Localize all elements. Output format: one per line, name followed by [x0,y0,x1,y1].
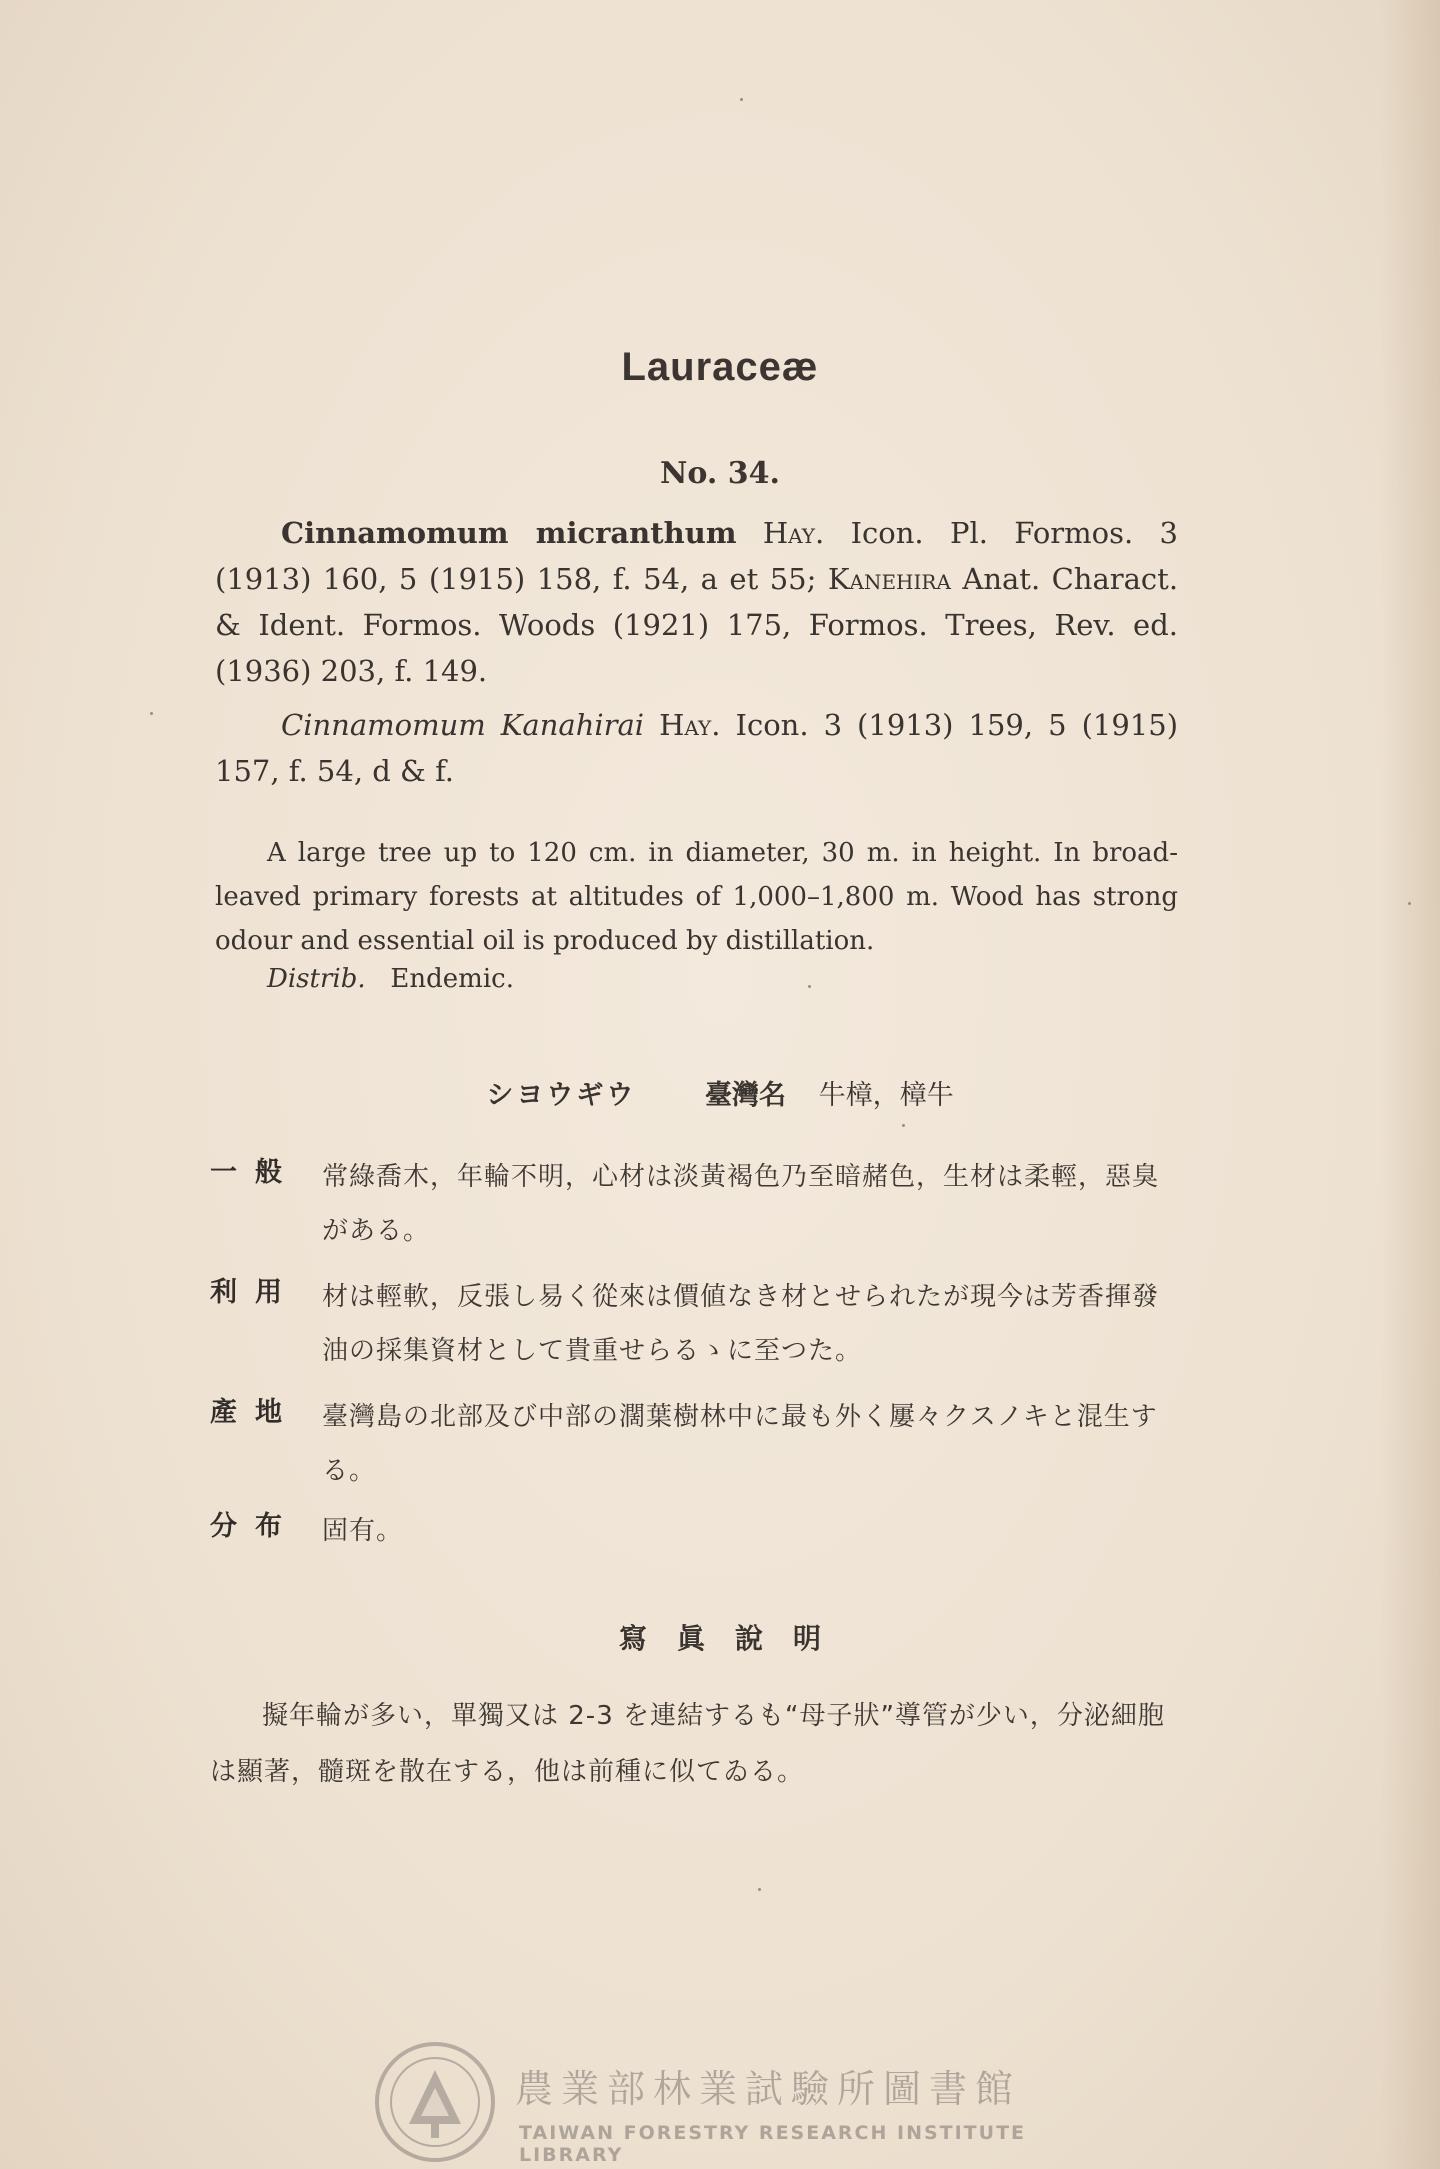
citation-reference: Icon. Pl. Formos. 3 (1913) 160, 5 (1915) 158, f. 54, a et 55; [215,516,1178,596]
citation-paragraph-1 [215,510,1178,694]
photo-explanation-title: 寫眞說明 [618,1622,851,1655]
jp-section-label: 一般 [210,1157,300,1188]
paper-speck [740,98,743,101]
english-description [215,831,1178,963]
species-number: No. 34. [660,456,780,491]
description-text: A large tree up to 120 cm. in diameter, 30 m. in height. In broad-leaved primary forests at altitudes of 1,000–1,800 m. Wood has strong odour and essential oil is produced by distillation. [215,838,1178,956]
taiwan-name-label: 臺灣名 [705,1080,786,1111]
jp-section-text: 臺灣島の北部及び中部の濶葉樹林中に最も外く屢々クスノキと混生する。 [322,1402,1158,1486]
paper-speck [808,985,811,988]
library-watermark [373,2040,1073,2165]
author-name: Hay. [762,516,825,550]
taiwan-names: 牛樟，樟牛 [818,1080,954,1111]
citation-reference: Icon. 3 (1913) 159, 5 (1915) 157, f. 54, d & f. [215,708,1179,788]
distrib-label: Distrib. [267,964,366,994]
author-name: Hay. [659,708,721,742]
distribution-line [267,964,514,994]
japanese-heading [0,1073,1440,1112]
species-name: Cinnamomum micranthum [281,516,737,550]
distrib-value: Endemic. [390,964,514,994]
watermark-english: TAIWAN FORESTRY RESEARCH INSTITUTE LIBRARY [519,2122,1027,2166]
paper-speck [758,1888,761,1891]
citation-paragraph-2 [215,702,1178,794]
library-seal-icon [373,2040,498,2165]
watermark-chinese: 農業部林業試驗所圖書館 [515,2067,1022,2111]
jp-section-text: 材は輕軟，反張し易く從來は價値なき材とせられたが現今は芳香揮發油の採集資材として貴重せらるゝに至つた。 [322,1282,1160,1366]
author-name: Kanehira [827,562,951,596]
synonym-name: Cinnamomum Kanahirai [281,708,645,742]
paper-speck [902,1124,905,1127]
photo-explanation-text [210,1688,1180,1800]
jp-section-label: 分布 [210,1511,300,1542]
jp-section-label: 利用 [210,1277,300,1308]
paper-speck [1408,902,1411,905]
japanese-name: シヨウギウ [486,1080,637,1111]
jp-section-text: 常綠喬木，年輪不明，心材は淡黃褐色乃至暗赭色，生材は柔輕，惡臭がある。 [322,1162,1160,1246]
citation-reference: Anat. Charact. & Ident. Formos. Woods (1921) 175, Formos. Trees, Rev. ed. (1936) 203, f. 149. [215,562,1179,688]
photo-explanation-body: 擬年輪が多い，單獨又は 2-3 を連結するも“母子狀”導管が少い，分泌細胞は顯著，髓斑を散在する，他は前種に似てゐる。 [210,1701,1165,1787]
jp-section-text: 固有。 [322,1516,404,1546]
family-heading: Lauraceæ [621,345,819,389]
jp-section-label: 產地 [210,1397,300,1428]
paper-speck [150,712,153,715]
